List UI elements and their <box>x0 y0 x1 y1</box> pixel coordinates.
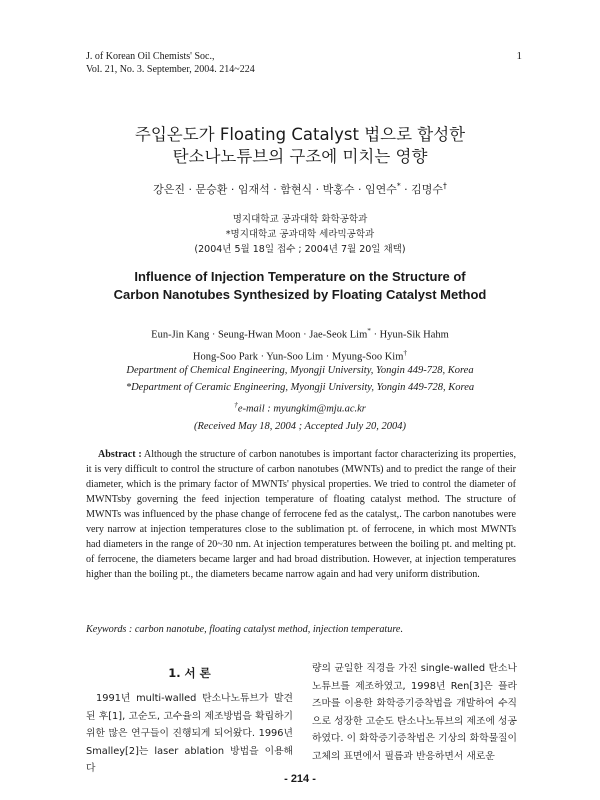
korean-affil-2: *명지대학교 공과대학 세라믹공학과 <box>225 229 375 240</box>
english-authors-2-mark: † <box>403 347 408 357</box>
korean-authors <box>0 181 600 197</box>
english-authors-1b: · Hyun-Sik Hahm <box>370 329 449 341</box>
english-authors-1a: Eun-Jin Kang · Seung-Hwan Moon · Jae-Seok Lim <box>151 329 368 341</box>
abstract-label: Abstract : <box>98 449 142 460</box>
keywords: Keywords : carbon nanotube, floating catalyst method, injection temperature. <box>86 624 403 635</box>
korean-author-mark: * <box>396 181 401 191</box>
intro-paragraph-left: 1991년 multi-walled 탄소나노튜브가 발견된 후[1], 고순도, 고수율의 제조방법을 확립하기 위한 많은 연구들이 진행되게 되어왔다. 1996년 Smalley[2]는 laser ablation 방법을 이용해 다 <box>86 693 293 774</box>
english-affiliations <box>0 362 600 435</box>
korean-title-line1: 주입온도가 Floating Catalyst 법으로 합성한 <box>134 125 466 144</box>
journal-name: J. of Korean Oil Chemists' Soc., <box>86 51 215 62</box>
korean-author-names: 강은진 · 문승환 · 임재석 · 함현식 · 박홍수 · 임연수 <box>153 183 397 196</box>
english-authors-1-mark: * <box>367 326 371 335</box>
received-dates: (Received May 18, 2004 ; Accepted July 20, 2004) <box>193 420 407 432</box>
english-authors-2a: Hong-Soo Park · Yun-Soo Lim · Myung-Soo Kim <box>192 351 404 362</box>
english-title <box>0 268 600 304</box>
email-line <box>0 396 600 418</box>
english-title-line1: Influence of Injection Temperature on the Structure of <box>134 269 466 284</box>
korean-affiliations <box>0 212 600 257</box>
section-heading: 1. 서 론 <box>168 666 211 680</box>
page-footer-number: - 214 - <box>284 773 316 785</box>
english-authors-line1 <box>0 322 600 344</box>
abstract <box>86 447 516 582</box>
korean-author-dagger: † <box>443 181 447 191</box>
abstract-text: Although the structure of carbon nanotubes is important factor characterizing its properties, it is very difficult to control the structure of carbon nanotubes (MWNTs) and to predict the range of their diameter, which is the primary factor of MWNTs' physical properties. We tried to control the diameter of MWNTsby governing the feed injection temperature of floating catalyst method. The structure of MWNTs was influenced by the phase change of ferrocene fed as the catalyst,. The carbon nanotubes were very narrow at injection temperatures close to the sublimation pt. of ferrocene, in which most MWNTs had diameters in the range of 20~30 nm. At injection temperatures between the boiling pt. and melting pt. of ferrocene, the diameters became larger and had broad distribution. However, at injection temperatures higher than the boiling pt., the diameters became narrow again and had very uniform distribution. <box>86 449 516 580</box>
korean-dates: (2004년 5월 18일 접수 ; 2004년 7월 20일 채택) <box>194 244 406 255</box>
korean-affil-1: 명지대학교 공과대학 화학공학과 <box>232 214 368 225</box>
english-authors <box>0 322 600 365</box>
english-title-line2: Carbon Nanotubes Synthesized by Floating Catalyst Method <box>113 287 487 302</box>
english-affil-2: *Department of Ceramic Engineering, Myongji University, Yongin 449-728, Korea <box>125 382 475 393</box>
intro-paragraph-right: 량의 균일한 직경을 가진 single-walled 탄소나노튜브를 제조하였고, 1998년 Ren[3]은 플라즈마를 이용한 화학증기증착법을 개발하여 수직으로 성장한 고순도 탄소나노튜브의 제조에 성공하였다. 이 화학증기증착법은 기상의 화학물질이 고체의 표면에서 필름과 반응하면서 새로운 <box>312 663 517 762</box>
korean-title <box>0 124 600 168</box>
journal-citation <box>86 50 255 76</box>
body-column-left <box>86 665 293 778</box>
page-number-top: 1 <box>516 50 522 62</box>
korean-author-last: · 김명수 <box>400 183 444 196</box>
korean-title-line2: 탄소나노튜브의 구조에 미치는 영향 <box>172 147 428 166</box>
email-address: e-mail : myungkim@mju.ac.kr <box>237 403 366 415</box>
english-affil-1: Department of Chemical Engineering, Myongji University, Yongin 449-728, Korea <box>126 365 474 376</box>
email-mark: † <box>234 400 238 409</box>
journal-volume: Vol. 21, No. 3. September, 2004. 214~224 <box>86 64 255 75</box>
body-column-right <box>312 660 517 765</box>
